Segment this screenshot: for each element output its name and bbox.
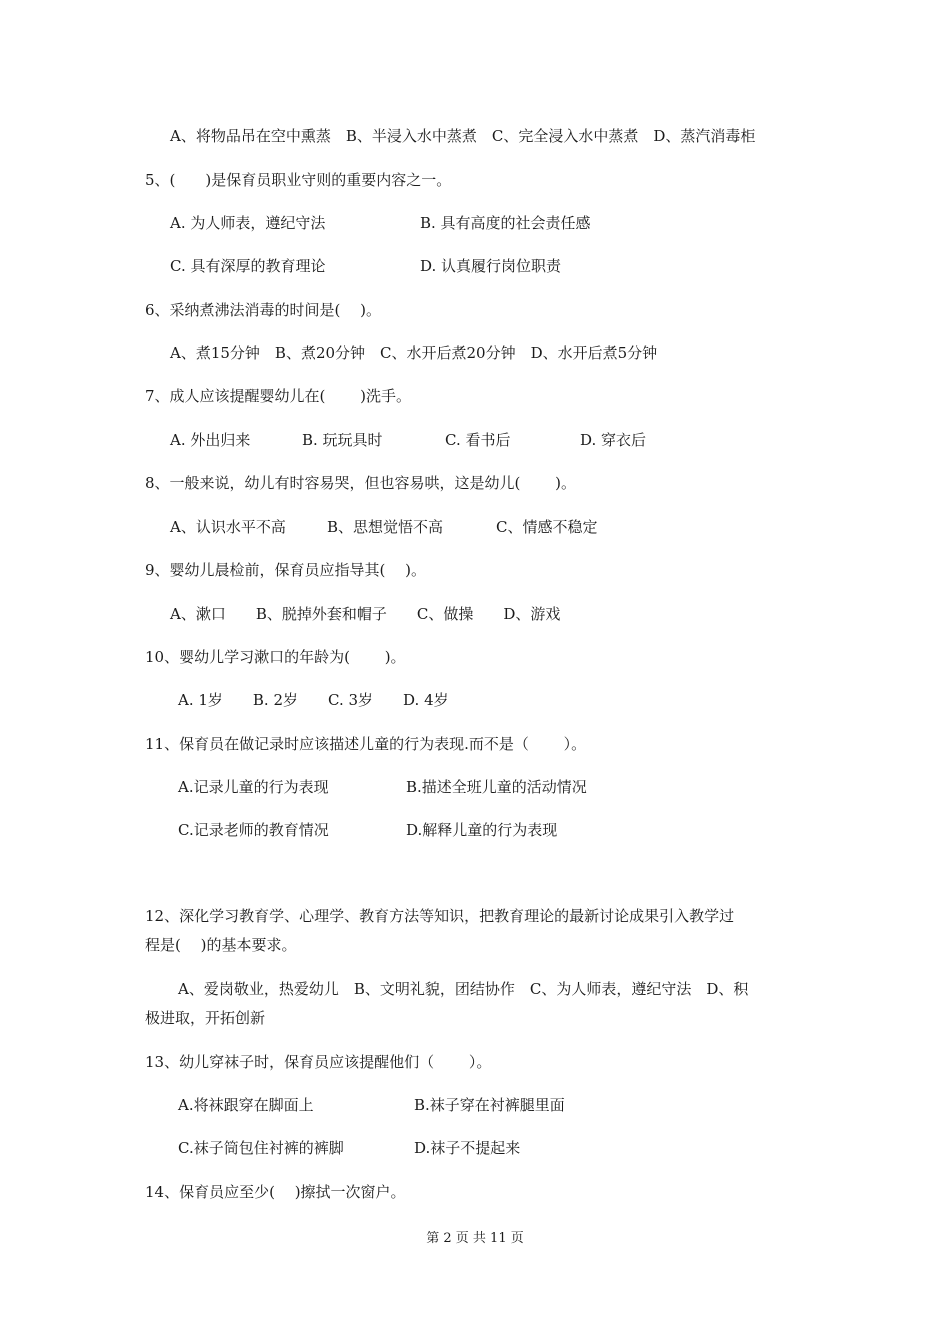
q8-option-c: C、情感不稳定 [496,518,598,536]
q12-question-line2: 程是( )的基本要求。 [145,936,297,954]
q10-question: 10、婴幼儿学习漱口的年龄为( )。 [145,648,406,666]
q8-option-a: A、认识水平不高 [170,518,286,536]
q10-options: A. 1岁 B. 2岁 C. 3岁 D. 4岁 [178,691,449,709]
q13-option-c: C.袜子筒包住衬裤的裤脚 [178,1139,344,1157]
q5-option-b: B. 具有高度的社会责任感 [420,214,591,232]
q12-question-line1: 12、深化学习教育学、心理学、教育方法等知识，把教育理论的最新讨论成果引入教学过 [145,907,735,925]
q7-option-c: C. 看书后 [445,431,511,449]
q8-option-b: B、思想觉悟不高 [327,518,444,536]
q9-options: A、漱口 B、脱掉外套和帽子 C、做操 D、游戏 [170,605,561,623]
q5-option-d: D. 认真履行岗位职责 [420,257,562,275]
q13-option-a: A.将袜跟穿在脚面上 [178,1096,314,1114]
q11-question: 11、保育员在做记录时应该描述儿童的行为表现.而不是（ ）。 [145,735,587,753]
q7-option-d: D. 穿衣后 [580,431,647,449]
q6-question: 6、采纳煮沸法消毒的时间是( )。 [145,301,382,319]
q11-option-b: B.描述全班儿童的活动情况 [406,778,587,796]
q11-option-d: D.解释儿童的行为表现 [406,821,558,839]
q12-options-line2: 极进取，开拓创新 [145,1009,266,1027]
q9-question: 9、婴幼儿晨检前，保育员应指导其( )。 [145,561,427,579]
q13-option-d: D.袜子不提起来 [414,1139,521,1157]
q13-question: 13、幼儿穿袜子时，保育员应该提醒他们（ ）。 [145,1053,492,1071]
q11-option-a: A.记录儿童的行为表现 [178,778,329,796]
q7-option-a: A. 外出归来 [170,431,251,449]
q8-question: 8、一般来说，幼儿有时容易哭，但也容易哄，这是幼儿( )。 [145,474,577,492]
q5-question: 5、( )是保育员职业守则的重要内容之一。 [145,171,452,189]
q7-question: 7、成人应该提醒婴幼儿在( )洗手。 [145,387,412,405]
q12-options-line1: A、爱岗敬业，热爱幼儿 B、文明礼貌，团结协作 C、为人师表，遵纪守法 D、积 [178,980,749,998]
q4-options: A、将物品吊在空中熏蒸 B、半浸入水中蒸煮 C、完全浸入水中蒸煮 D、蒸汽消毒柜 [170,127,756,145]
q6-options: A、煮15分钟 B、煮20分钟 C、水开后煮20分钟 D、水开后煮5分钟 [170,344,658,362]
q5-option-a: A. 为人师表，遵纪守法 [170,214,326,232]
q13-option-b: B.袜子穿在衬裤腿里面 [414,1096,565,1114]
page-footer: 第 2 页 共 11 页 [426,1231,524,1246]
q14-question: 14、保育员应至少( )擦拭一次窗户。 [145,1183,406,1201]
q7-option-b: B. 玩玩具时 [302,431,383,449]
q11-option-c: C.记录老师的教育情况 [178,821,329,839]
q5-option-c: C. 具有深厚的教育理论 [170,257,326,275]
